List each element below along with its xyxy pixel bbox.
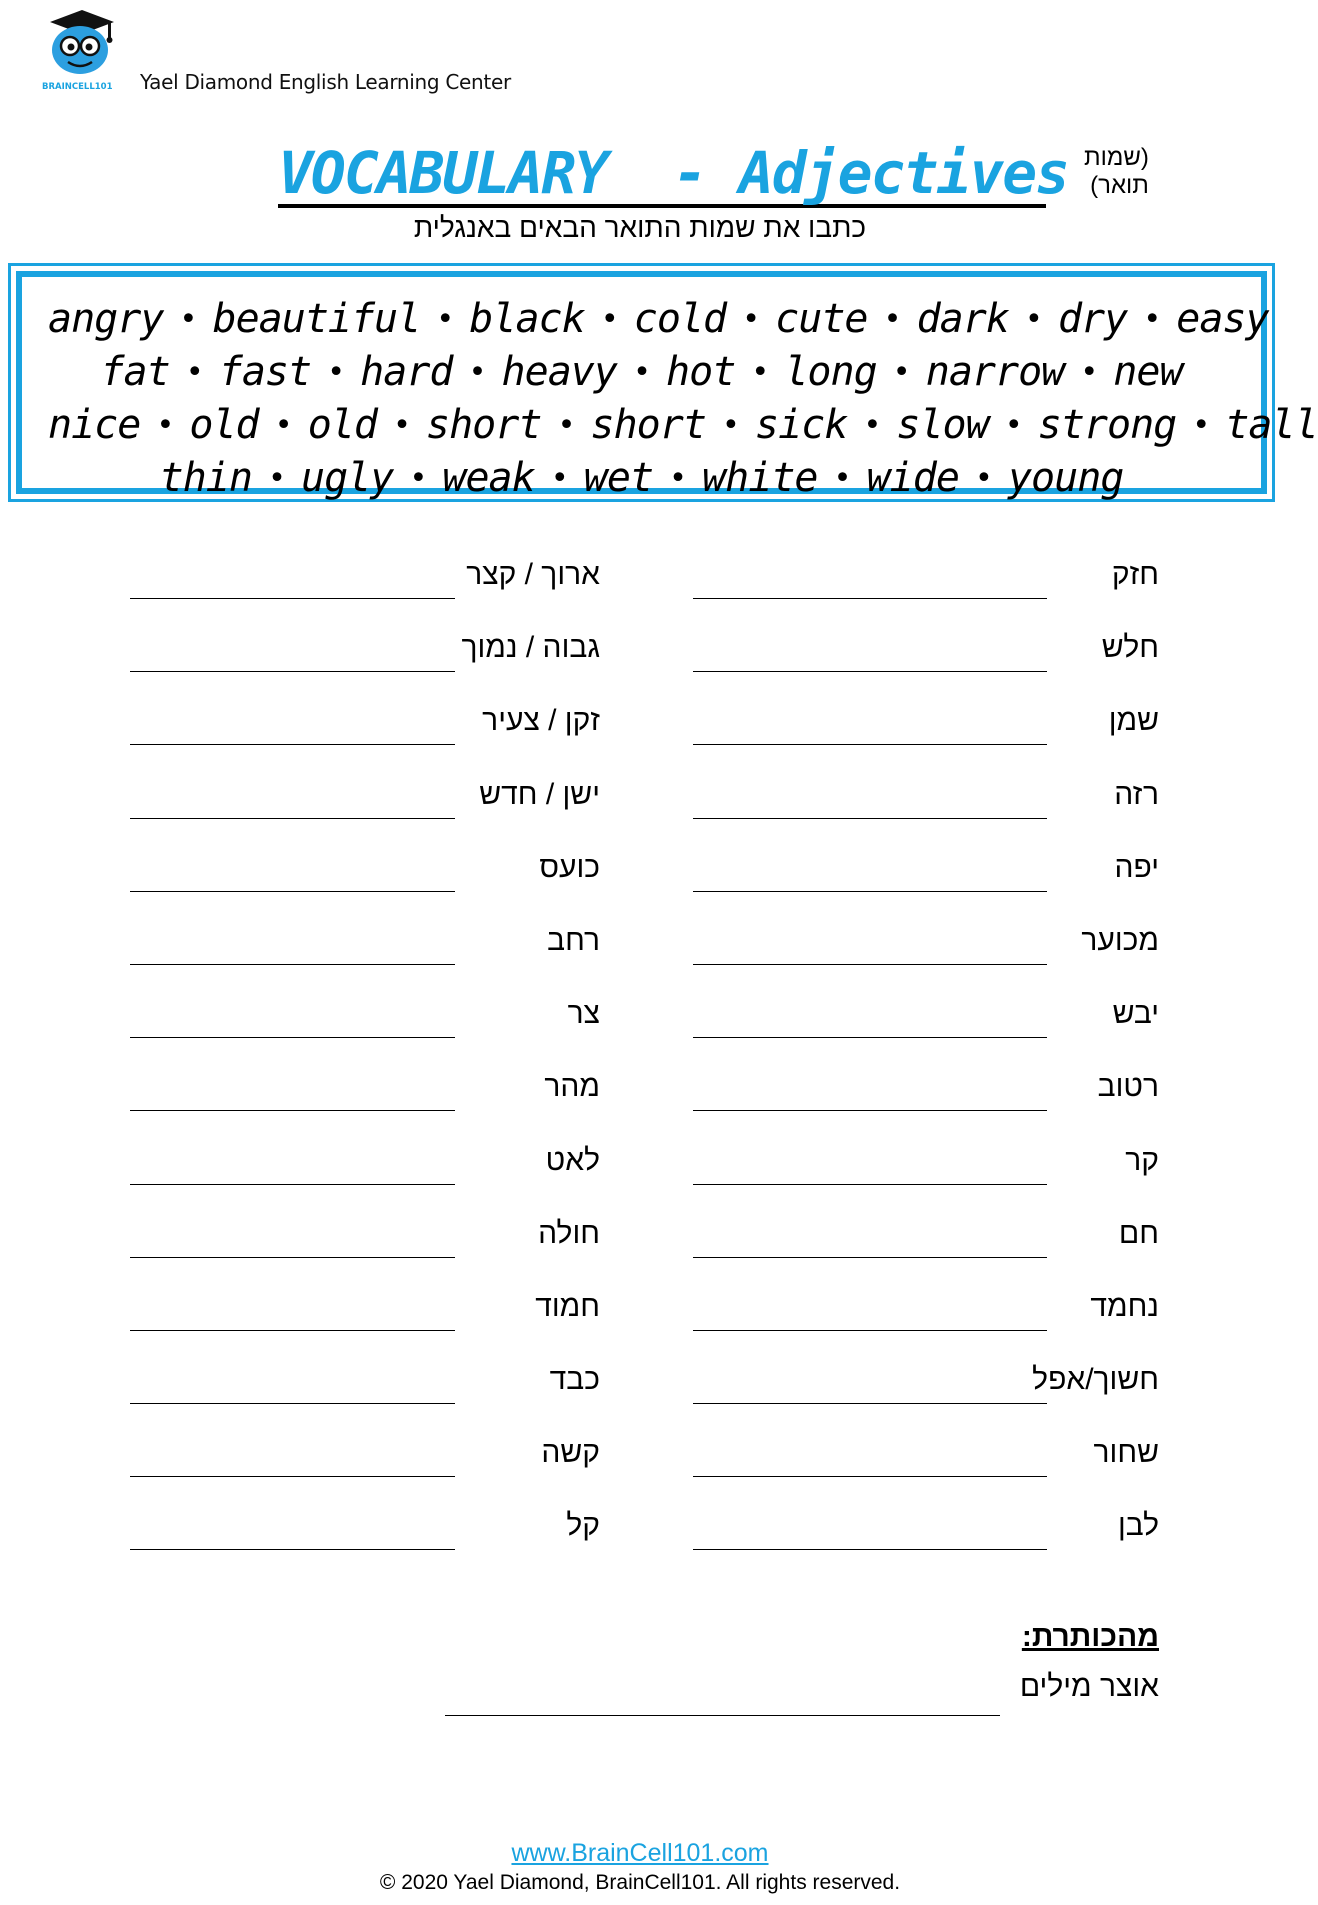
exercise-row <box>0 849 1280 922</box>
word-bank-word: thin <box>159 455 252 501</box>
word-bank-word: ugly <box>301 455 394 501</box>
answer-line[interactable] <box>130 1110 455 1111</box>
hebrew-prompt: שמן <box>1108 704 1159 738</box>
bullet-separator: • <box>1080 355 1098 390</box>
bullet-separator: • <box>274 408 292 443</box>
exercise-row <box>0 1068 1280 1141</box>
bullet-separator: • <box>600 302 618 337</box>
answer-line[interactable] <box>130 1403 455 1404</box>
word-bank-word: cute <box>775 296 868 342</box>
answer-line[interactable] <box>130 1037 455 1038</box>
word-bank-word: nice <box>48 402 141 448</box>
hebrew-prompt: צר <box>567 997 600 1031</box>
word-bank-inner <box>16 271 1318 501</box>
exercise-row <box>0 776 1280 849</box>
brain-mascot-icon <box>40 8 122 92</box>
publisher-heading: מהכותרת: <box>1021 1620 1159 1653</box>
word-bank-word: old <box>307 402 377 448</box>
bullet-separator: • <box>892 355 910 390</box>
word-bank-word: weak <box>442 455 535 501</box>
answer-line[interactable] <box>693 598 1047 599</box>
bullet-separator: • <box>179 302 197 337</box>
bullet-separator: • <box>833 461 851 496</box>
hebrew-prompt: כבד <box>549 1363 600 1397</box>
exercise-row <box>0 1215 1280 1288</box>
word-bank-word: wide <box>866 455 959 501</box>
word-bank-line <box>48 293 1269 346</box>
hebrew-prompt: רטוב <box>1097 1070 1159 1104</box>
word-bank-word: strong <box>1037 402 1177 448</box>
hebrew-prompt: רזה <box>1114 777 1159 811</box>
hebrew-prompt: שחור <box>1093 1436 1159 1470</box>
hebrew-prompt: מכוער <box>1081 923 1159 957</box>
exercise-row <box>0 629 1280 702</box>
word-bank-word: sick <box>754 402 848 448</box>
bullet-separator: • <box>742 302 760 337</box>
instruction-text: כתבו את שמות התואר הבאים באנגלית <box>413 212 867 243</box>
answer-line[interactable] <box>130 671 455 672</box>
bullet-separator: • <box>669 461 687 496</box>
title-subtitle: (שמות תואר) <box>1084 144 1149 199</box>
answer-line[interactable] <box>693 1549 1047 1550</box>
bullet-separator: • <box>327 355 345 390</box>
bullet-separator: • <box>863 408 881 443</box>
word-bank-word: beautiful <box>212 296 421 342</box>
hebrew-prompt: נחמד <box>1090 1289 1159 1323</box>
bullet-separator: • <box>883 302 901 337</box>
answer-line[interactable] <box>130 1549 455 1550</box>
bullet-separator: • <box>156 408 174 443</box>
answer-line[interactable] <box>693 1403 1047 1404</box>
bullet-separator: • <box>557 408 575 443</box>
logo-caption: BRAINCELL101 <box>42 82 113 92</box>
answer-line[interactable] <box>130 1257 455 1258</box>
hebrew-prompt: יפה <box>1114 850 1159 884</box>
exercise-row <box>0 702 1280 775</box>
word-bank-word: white <box>702 455 818 501</box>
hebrew-prompt: גבוה / נמוך <box>461 631 600 665</box>
bullet-separator: • <box>1143 302 1161 337</box>
hebrew-prompt: יבש <box>1112 997 1159 1031</box>
exercise-row <box>0 1361 1280 1434</box>
word-bank-word: narrow <box>925 349 1065 395</box>
word-bank-word: fast <box>218 349 312 395</box>
hebrew-prompt: קל <box>566 1509 600 1543</box>
word-bank-word: tall <box>1225 402 1318 448</box>
hebrew-prompt: ארוך / קצר <box>466 558 600 591</box>
answer-line[interactable] <box>693 1184 1047 1185</box>
hebrew-prompt: כועס <box>539 850 600 884</box>
word-bank-word: easy <box>1176 296 1269 342</box>
word-bank-word: old <box>189 402 259 448</box>
hebrew-prompt: ישן / חדש <box>479 777 600 811</box>
hebrew-prompt: חולה <box>538 1216 600 1250</box>
hebrew-prompt: חלש <box>1101 631 1159 665</box>
website-link[interactable]: www.BrainCell101.com <box>511 1839 769 1867</box>
page-title <box>278 138 1149 208</box>
word-bank-word: fat <box>100 349 170 395</box>
word-bank-word: young <box>1007 455 1124 501</box>
hebrew-prompt: חזק <box>1111 558 1159 591</box>
hebrew-prompt: חם <box>1118 1216 1159 1250</box>
word-bank-word: dry <box>1057 296 1128 342</box>
bullet-separator: • <box>185 355 203 390</box>
word-bank-word: angry <box>48 296 164 342</box>
hebrew-prompt: לבן <box>1117 1509 1159 1543</box>
word-bank-word: black <box>469 296 585 342</box>
answer-line[interactable] <box>693 1110 1047 1111</box>
exercise-row <box>0 556 1280 629</box>
bullet-separator: • <box>974 461 992 496</box>
answer-line[interactable] <box>130 598 455 599</box>
bullet-separator: • <box>1004 408 1022 443</box>
answer-line[interactable] <box>130 744 455 745</box>
exercise-row <box>0 995 1280 1068</box>
hebrew-prompt: חמוד <box>535 1289 600 1323</box>
hebrew-prompt: זקן / צעיר <box>482 704 600 738</box>
answer-line[interactable] <box>693 818 1047 819</box>
hebrew-prompt: חשוך/אפל <box>1032 1363 1159 1397</box>
word-bank-word: short <box>590 402 706 448</box>
exercise-row <box>0 1507 1280 1580</box>
word-bank-word: dark <box>916 296 1009 342</box>
bullet-separator: • <box>632 355 651 390</box>
bullet-separator: • <box>436 302 454 337</box>
hebrew-prompt: לאט <box>545 1143 600 1177</box>
answer-line[interactable] <box>130 964 455 965</box>
publisher-label: אוצר מילים <box>1019 1670 1159 1703</box>
bullet-separator: • <box>550 461 568 496</box>
brand-name: Yael Diamond English Learning Center <box>140 70 511 94</box>
answer-line[interactable] <box>693 1037 1047 1038</box>
word-bank-word: slow <box>896 402 989 448</box>
exercise-list <box>0 556 1280 1581</box>
bullet-separator: • <box>721 408 739 443</box>
bullet-separator: • <box>468 355 486 390</box>
hebrew-prompt: קשה <box>541 1436 600 1470</box>
copyright-text: © 2020 Yael Diamond, BrainCell101. All rights reserved. <box>379 1871 901 1894</box>
bullet-separator: • <box>1024 302 1042 337</box>
answer-line[interactable] <box>130 818 455 819</box>
word-bank-line <box>48 452 1235 505</box>
word-bank-word: hot <box>666 349 736 395</box>
hebrew-prompt: קר <box>1125 1143 1159 1177</box>
word-bank-word: new <box>1113 349 1183 395</box>
answer-line[interactable] <box>130 1476 455 1477</box>
bullet-separator: • <box>392 408 411 443</box>
answer-line[interactable] <box>693 1476 1047 1477</box>
word-bank-word: wet <box>583 455 654 501</box>
exercise-row <box>0 922 1280 995</box>
braincell-logo <box>40 8 122 92</box>
word-bank-line <box>48 346 1235 399</box>
publisher-answer-line[interactable] <box>445 1715 1000 1716</box>
answer-line[interactable] <box>693 744 1047 745</box>
word-bank <box>8 263 1318 502</box>
answer-line[interactable] <box>130 891 455 892</box>
hebrew-prompt: רחב <box>547 923 600 957</box>
word-bank-word: heavy <box>501 349 617 395</box>
answer-line[interactable] <box>693 964 1047 965</box>
word-bank-word: cold <box>633 296 727 342</box>
exercise-row <box>0 1434 1280 1507</box>
answer-line[interactable] <box>693 671 1047 672</box>
answer-line[interactable] <box>693 891 1047 892</box>
answer-line[interactable] <box>130 1330 455 1331</box>
answer-line[interactable] <box>130 1184 455 1185</box>
word-bank-word: short <box>426 402 542 448</box>
answer-line[interactable] <box>693 1257 1047 1258</box>
bullet-separator: • <box>267 461 285 496</box>
word-bank-word: hard <box>360 349 453 395</box>
bullet-separator: • <box>1192 408 1210 443</box>
word-bank-word: long <box>784 349 877 395</box>
exercise-row <box>0 1288 1280 1361</box>
word-bank-line <box>48 399 1318 452</box>
title-main: VOCABULARY - Adjectives <box>278 139 1069 207</box>
bullet-separator: • <box>409 461 427 496</box>
answer-line[interactable] <box>693 1330 1047 1331</box>
bullet-separator: • <box>751 355 769 390</box>
hebrew-prompt: מהר <box>544 1070 600 1104</box>
exercise-row <box>0 1142 1280 1215</box>
